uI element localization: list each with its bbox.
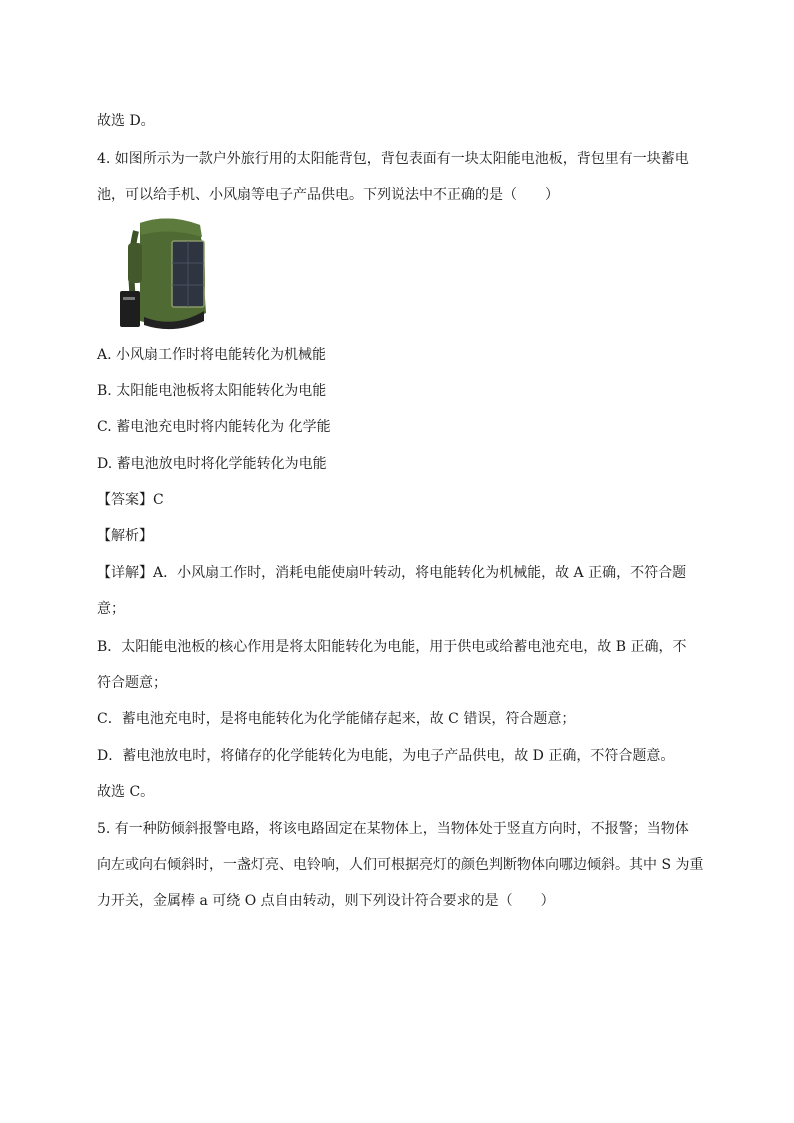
detail-b-line-2: 符合题意； [97, 675, 167, 691]
question-5-stem-line-3: 力开关，金属棒 a 可绕 O 点自由转动，则下列设计符合要求的是（ ） [97, 893, 555, 909]
detail-d: D．蓄电池放电时，将储存的化学能转化为电能，为电子产品供电，故 D 正确，不符合题意。 [97, 748, 675, 764]
previous-answer-conclusion: 故选 D。 [97, 113, 155, 129]
detail-a-line-2: 意； [97, 601, 125, 617]
detail-c: C．蓄电池充电时，是将电能转化为化学能储存起来，故 C 错误，符合题意； [97, 711, 576, 727]
option-c: C. 蓄电池充电时将内能转化为 化学能 [97, 419, 331, 435]
option-b: B. 太阳能电池板将太阳能转化为电能 [97, 383, 327, 399]
question-5-stem-line-2: 向左或向右倾斜时，一盏灯亮、电铃响，人们可根据亮灯的颜色判断物体向哪边倾斜。其中 S 为重 [97, 857, 704, 873]
question-4-stem-line-1: 4. 如图所示为一款户外旅行用的太阳能背包，背包表面有一块太阳能电池板，背包里有一块蓄电 [97, 151, 689, 167]
detail-a-line-1: 【详解】A．小风扇工作时，消耗电能使扇叶转动，将电能转化为机械能，故 A 正确，不符合题 [97, 565, 687, 581]
detail-b-line-1: B．太阳能电池板的核心作用是将太阳能转化为电能，用于供电或给蓄电池充电，故 B 正确，不 [97, 639, 687, 655]
option-d: D. 蓄电池放电时将化学能转化为电能 [97, 456, 327, 472]
option-a: A. 小风扇工作时将电能转化为机械能 [97, 347, 327, 363]
answer-line: 【答案】C [97, 492, 164, 508]
solar-backpack-icon [114, 213, 210, 333]
question-4-stem-line-2: 池，可以给手机、小风扇等电子产品供电。下列说法中不正确的是（ ） [97, 187, 559, 203]
question-4-conclusion: 故选 C。 [97, 784, 155, 800]
analysis-heading: 【解析】 [97, 528, 153, 544]
question-5-stem-line-1: 5. 有一种防倾斜报警电路，将该电路固定在某物体上，当物体处于竖直方向时，不报警；当物体 [97, 821, 689, 837]
